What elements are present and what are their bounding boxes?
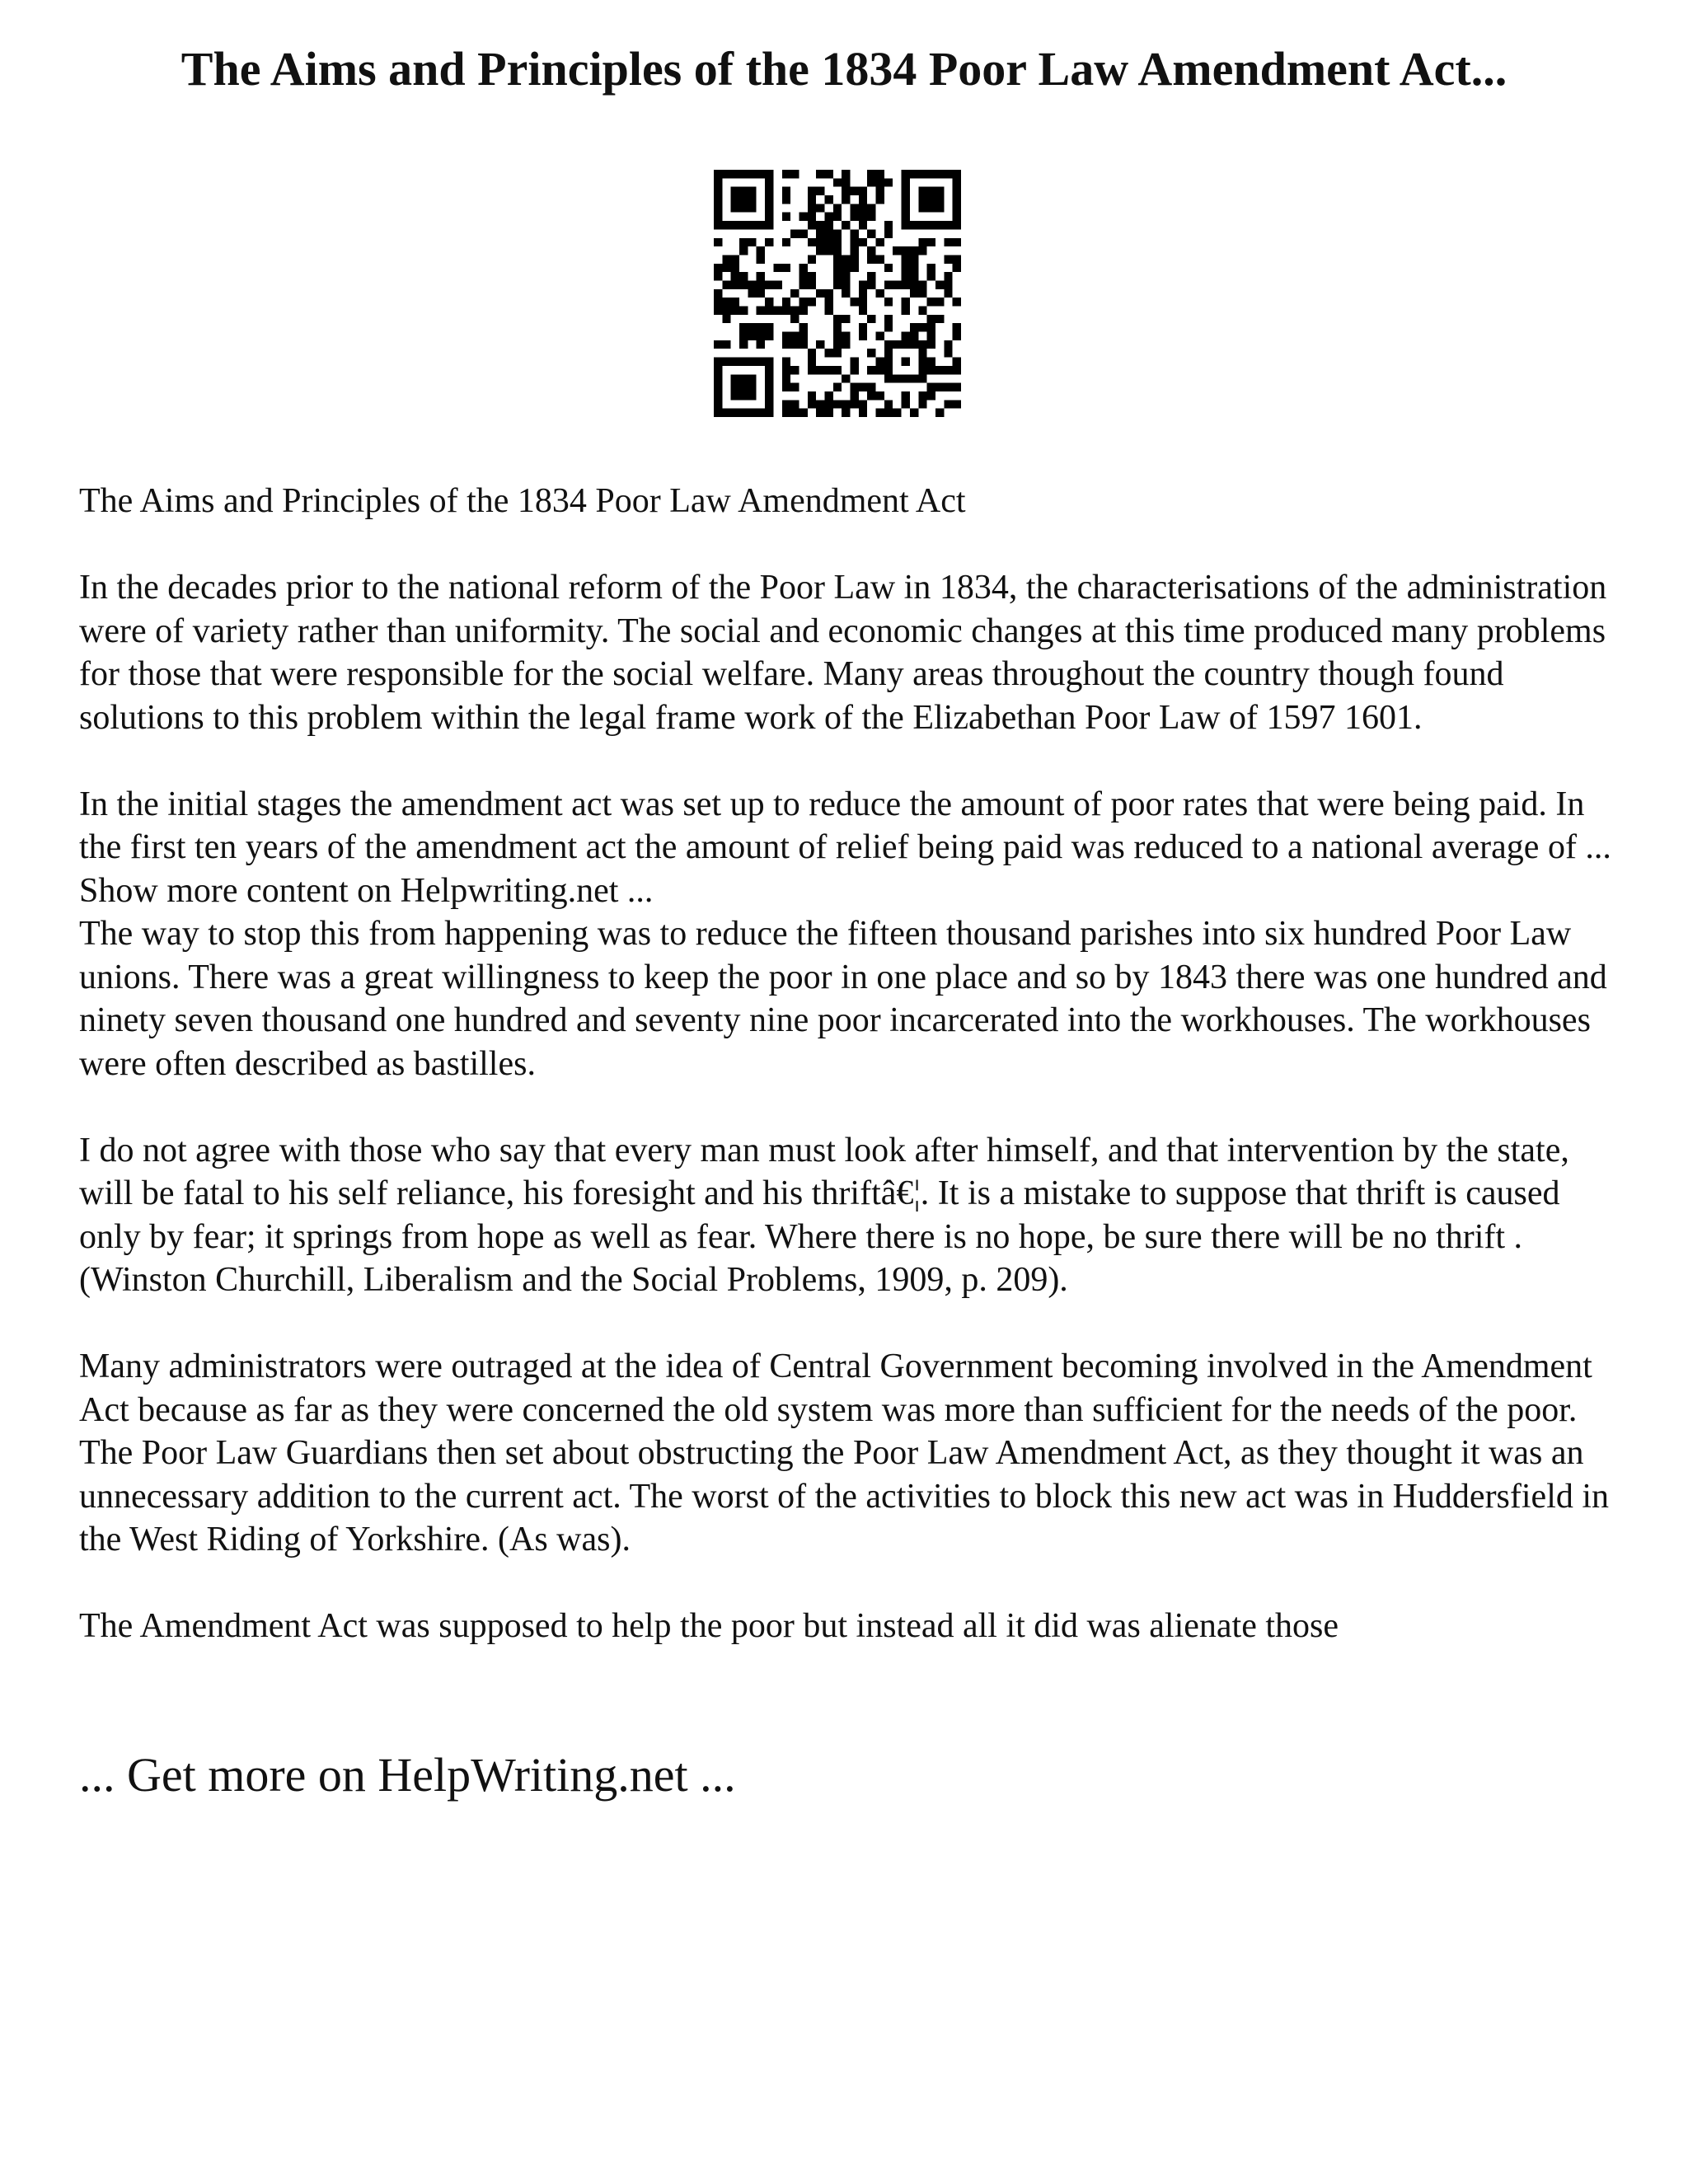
paragraph-5: Many administrators were outraged at the idea of Central Government becoming involved in the Amendment Act because as far as they were concerned the old system was more than sufficient for the needs of the poor. The Poor Law Guardians then set about obstructing the Poor Law Amendment Act, as they thought it was an unnecessary addition to the current act. The worst of the activities to block this new act was in Huddersfield in the West Riding of Yorkshire. (As was). [79, 1347, 1610, 1558]
paragraph-6: The Amendment Act was supposed to help the poor but instead all it did was alienate those [79, 1607, 1339, 1645]
document-title: The Aims and Principles of the 1834 Poor Law Amendment Act... [181, 42, 1507, 96]
paragraph-2: In the initial stages the amendment act was set up to reduce the amount of poor rates that were being paid. In the first ten years of the amendment act the amount of relief being paid was reduced to a national average of ... Show more content on Helpwriting.net ... [79, 785, 1611, 910]
paragraph-3: The way to stop this from happening was to reduce the fifteen thousand parishes into six hundred Poor Law unions. There was a great willingness to keep the poor in one place and so by 1843 there was one hundred and ninety seven thousand one hundred and seventy nine poor incarcerated into the workhouses. The workhouses were often described as bastilles. [79, 915, 1607, 1083]
qr-code-icon[interactable] [714, 170, 961, 417]
get-more-link[interactable]: ... Get more on HelpWriting.net ... [79, 1748, 736, 1802]
document-body [79, 480, 1629, 1691]
paragraph-1: In the decades prior to the national reform of the Poor Law in 1834, the characterisations of the administration were of variety rather than uniformity. The social and economic changes at this time produced many problems for those that were responsible for the social welfare. Many areas throughout the country though found solutions to this problem within the legal frame work of the Elizabethan Poor Law of 1597 1601. [79, 569, 1607, 737]
document-heading: The Aims and Principles of the 1834 Poor Law Amendment Act [79, 482, 966, 520]
paragraph-4: I do not agree with those who say that every man must look after himself, and that intervention by the state, will be fatal to his self reliance, his foresight and his thriftâ€¦. It is a mistake to suppose that thrift is caused only by fear; it springs from hope as well as fear. Where there is no hope, be sure there will be no thrift . (Winston Churchill, Liberalism and the Social Problems, 1909, p. 209). [79, 1131, 1569, 1299]
